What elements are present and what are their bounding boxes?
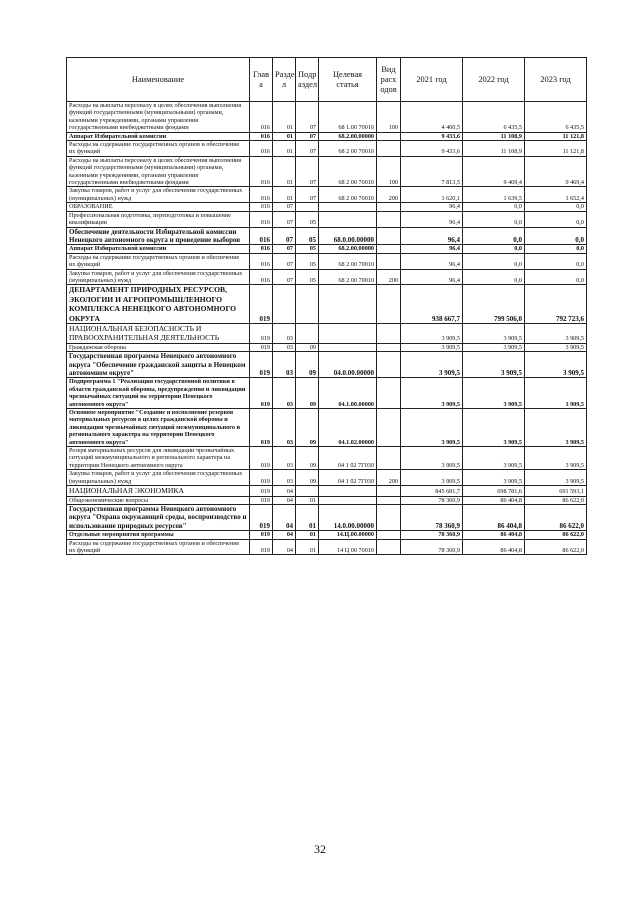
row-2022: 86 404,8 xyxy=(463,539,525,555)
row-2023: 0,0 xyxy=(525,227,587,245)
row-2022: 3 909,5 xyxy=(463,323,525,343)
row-2023: 0,0 xyxy=(525,253,587,269)
row-name: Резерв материальных ресурсов для ликвидации чрезвычайных ситуаций межмуниципального и регионального характера на территории Ненецкого автономного округа xyxy=(67,447,250,470)
row-podrazdel xyxy=(296,285,319,324)
row-glava: 016 xyxy=(250,227,273,245)
row-expense-type xyxy=(377,409,401,447)
row-2023: 9 469,4 xyxy=(525,156,587,187)
row-name: Государственная программа Ненецкого автономного округа "Охрана окружающей среды, воспроизводство и использование природных ресурсов" xyxy=(67,504,250,530)
row-2023: 1 652,4 xyxy=(525,187,587,203)
table-row xyxy=(67,531,587,539)
row-glava: 019 xyxy=(250,470,273,486)
row-2022: 1 639,5 xyxy=(463,187,525,203)
table-row xyxy=(67,253,587,269)
row-name: Расходы на содержание государственных органов и обеспечение их функций xyxy=(67,539,250,555)
row-2021: 96,4 xyxy=(401,253,463,269)
row-podrazdel xyxy=(296,203,319,211)
row-2022: 3 909,5 xyxy=(463,409,525,447)
row-target-article: 68.2.00.00000 xyxy=(319,132,377,140)
row-name: Общеэкономические вопросы xyxy=(67,496,250,504)
header-2023: 2023 год xyxy=(525,58,587,102)
row-2023: 0,0 xyxy=(525,245,587,253)
row-podrazdel: 05 xyxy=(296,253,319,269)
row-target-article: 04.1.02.00000 xyxy=(319,409,377,447)
row-name: Отдельные мероприятия программы xyxy=(67,531,250,539)
row-2021: 3 909,5 xyxy=(401,470,463,486)
table-row xyxy=(67,102,587,133)
row-2022: 6 435,5 xyxy=(463,102,525,133)
row-razdel: 01 xyxy=(273,141,296,157)
row-glava: 019 xyxy=(250,323,273,343)
row-2023: 86 622,0 xyxy=(525,496,587,504)
row-razdel: 01 xyxy=(273,132,296,140)
row-2021: 4 460,5 xyxy=(401,102,463,133)
table-row xyxy=(67,343,587,351)
row-expense-type: 200 xyxy=(377,187,401,203)
row-expense-type xyxy=(377,245,401,253)
row-target-article: 68 2 00 70010 xyxy=(319,156,377,187)
row-name: Закупка товаров, работ и услуг для обеспечения государственных (муниципальных) нужд xyxy=(67,470,250,486)
row-name: Аппарат Избирательной комиссии xyxy=(67,245,250,253)
row-expense-type xyxy=(377,378,401,409)
table-row xyxy=(67,187,587,203)
row-2023: 792 723,6 xyxy=(525,285,587,324)
row-2022: 799 506,0 xyxy=(463,285,525,324)
table-row xyxy=(67,470,587,486)
row-glava: 019 xyxy=(250,409,273,447)
row-name: Государственная программа Ненецкого автономного округа "Обеспечение гражданской защиты в Ненецком автономном округе" xyxy=(67,352,250,378)
row-name: Аппарат Избирательной комиссии xyxy=(67,132,250,140)
row-podrazdel: 05 xyxy=(296,227,319,245)
row-expense-type: 100 xyxy=(377,156,401,187)
row-name: Гражданская оборона xyxy=(67,343,250,351)
row-podrazdel: 07 xyxy=(296,156,319,187)
row-name: НАЦИОНАЛЬНАЯ БЕЗОПАСНОСТЬ И ПРАВООХРАНИТЕЛЬНАЯ ДЕЯТЕЛЬНОСТЬ xyxy=(67,323,250,343)
row-target-article: 04 1 02 7Г030 xyxy=(319,447,377,470)
row-2022: 698 781,6 xyxy=(463,486,525,496)
row-expense-type xyxy=(377,253,401,269)
table-row xyxy=(67,245,587,253)
row-expense-type xyxy=(377,211,401,227)
row-2021: 845 681,7 xyxy=(401,486,463,496)
row-glava: 019 xyxy=(250,378,273,409)
page-number: 32 xyxy=(314,842,326,856)
row-razdel: 03 xyxy=(273,447,296,470)
row-expense-type xyxy=(377,539,401,555)
row-podrazdel: 09 xyxy=(296,447,319,470)
row-expense-type xyxy=(377,447,401,470)
row-razdel: 04 xyxy=(273,539,296,555)
row-name: Подпрограмма 1 "Реализация государственной политики в области гражданской обороны, предупреждения и ликвидации чрезвычайных ситуаций на территории Ненецкого автономного округа" xyxy=(67,378,250,409)
row-name: Расходы на содержание государственных органов и обеспечение их функций xyxy=(67,253,250,269)
row-name: Профессиональная подготовка, переподготовка и повышение квалификации xyxy=(67,211,250,227)
row-2022: 3 909,5 xyxy=(463,343,525,351)
row-2023: 3 909,5 xyxy=(525,378,587,409)
row-target-article xyxy=(319,486,377,496)
row-2022: 9 469,4 xyxy=(463,156,525,187)
row-expense-type: 100 xyxy=(377,102,401,133)
row-2022: 11 108,9 xyxy=(463,141,525,157)
row-razdel: 04 xyxy=(273,504,296,530)
row-razdel: 04 xyxy=(273,531,296,539)
row-2021: 3 909,5 xyxy=(401,378,463,409)
row-2021: 78 360,9 xyxy=(401,539,463,555)
row-podrazdel: 09 xyxy=(296,352,319,378)
table-row xyxy=(67,378,587,409)
row-glava: 019 xyxy=(250,343,273,351)
row-glava: 016 xyxy=(250,132,273,140)
row-expense-type xyxy=(377,227,401,245)
row-target-article: 68 2 00 70010 xyxy=(319,253,377,269)
row-expense-type xyxy=(377,504,401,530)
row-2021: 96,4 xyxy=(401,269,463,285)
table-row xyxy=(67,352,587,378)
row-2023: 691 593,1 xyxy=(525,486,587,496)
row-podrazdel: 07 xyxy=(296,141,319,157)
row-2021: 3 909,5 xyxy=(401,352,463,378)
row-expense-type xyxy=(377,141,401,157)
row-target-article xyxy=(319,343,377,351)
row-podrazdel: 07 xyxy=(296,187,319,203)
row-razdel: 07 xyxy=(273,269,296,285)
row-target-article: 68 2 00 70010 xyxy=(319,141,377,157)
row-target-article: 68.2.00.00000 xyxy=(319,245,377,253)
row-podrazdel: 07 xyxy=(296,102,319,133)
row-target-article: 68 1.00 70010 xyxy=(319,102,377,133)
row-2023: 11 121,8 xyxy=(525,141,587,157)
table-row xyxy=(67,409,587,447)
table-row xyxy=(67,132,587,140)
table-row xyxy=(67,447,587,470)
header-target-article: Целевая статья xyxy=(319,58,377,102)
row-expense-type xyxy=(377,531,401,539)
header-podrazdel: Подр аздел xyxy=(296,58,319,102)
row-razdel: 03 xyxy=(273,343,296,351)
row-glava: 016 xyxy=(250,269,273,285)
row-2021: 78 360,9 xyxy=(401,531,463,539)
header-expense-type: Вид расх одов xyxy=(377,58,401,102)
row-name: Основное мероприятие "Создание и восполнение резервов материальных ресурсов в целях гражданской обороны и ликвидации чрезвычайных ситуаций межмуниципального и регионального характера на территории Ненецкого автономного округа" xyxy=(67,409,250,447)
row-2023: 3 909,5 xyxy=(525,470,587,486)
table-row xyxy=(67,141,587,157)
row-target-article: 04 1 02 7Г030 xyxy=(319,470,377,486)
row-2023: 11 121,8 xyxy=(525,132,587,140)
row-name: ДЕПАРТАМЕНТ ПРИРОДНЫХ РЕСУРСОВ, ЭКОЛОГИИ И АГРОПРОМЫШЛЕННОГО КОМПЛЕКСА НЕНЕЦКОГО АВТОНОМНОГО ОКРУГА xyxy=(67,285,250,324)
row-podrazdel xyxy=(296,323,319,343)
row-target-article xyxy=(319,496,377,504)
row-razdel: 03 xyxy=(273,378,296,409)
row-name: Обеспечение деятельности Избирательной комиссии Ненецкого автономного округа и проведение выборов xyxy=(67,227,250,245)
row-glava: 019 xyxy=(250,352,273,378)
row-glava: 019 xyxy=(250,285,273,324)
row-glava: 016 xyxy=(250,253,273,269)
table-header-row xyxy=(67,58,587,102)
budget-table xyxy=(66,57,587,555)
row-expense-type xyxy=(377,343,401,351)
row-razdel: 03 xyxy=(273,352,296,378)
row-2021: 3 909,5 xyxy=(401,409,463,447)
header-2021: 2021 год xyxy=(401,58,463,102)
row-podrazdel: 01 xyxy=(296,539,319,555)
row-2021: 3 909,5 xyxy=(401,323,463,343)
row-glava: 019 xyxy=(250,496,273,504)
row-2021: 96,4 xyxy=(401,245,463,253)
table-row xyxy=(67,203,587,211)
table-row xyxy=(67,211,587,227)
row-razdel: 07 xyxy=(273,211,296,227)
row-2023: 3 909,5 xyxy=(525,343,587,351)
row-podrazdel: 09 xyxy=(296,409,319,447)
row-2022: 0,0 xyxy=(463,227,525,245)
row-podrazdel: 05 xyxy=(296,269,319,285)
row-razdel: 07 xyxy=(273,245,296,253)
table-row xyxy=(67,227,587,245)
header-glava: Глав а xyxy=(250,58,273,102)
row-target-article: 68 2 00 70010 xyxy=(319,269,377,285)
row-2023: 0,0 xyxy=(525,211,587,227)
row-2022: 86 404,8 xyxy=(463,531,525,539)
row-target-article xyxy=(319,211,377,227)
row-2023: 86 622,0 xyxy=(525,531,587,539)
row-glava: 016 xyxy=(250,211,273,227)
row-expense-type xyxy=(377,486,401,496)
row-name: Расходы на содержание государственных органов и обеспечение их функций xyxy=(67,141,250,157)
row-2022: 11 108,9 xyxy=(463,132,525,140)
row-2023: 86 622,0 xyxy=(525,504,587,530)
row-glava: 019 xyxy=(250,531,273,539)
table-row xyxy=(67,156,587,187)
row-2022: 3 909,5 xyxy=(463,470,525,486)
row-name: Закупка товаров, работ и услуг для обеспечения государственных (муниципальных) нужд xyxy=(67,269,250,285)
row-razdel xyxy=(273,285,296,324)
row-2022: 86 404,8 xyxy=(463,504,525,530)
row-2021: 1 620,1 xyxy=(401,187,463,203)
row-target-article: 04.0.00.00000 xyxy=(319,352,377,378)
row-2021: 3 909,5 xyxy=(401,447,463,470)
row-expense-type: 200 xyxy=(377,470,401,486)
table-row xyxy=(67,285,587,324)
row-podrazdel: 07 xyxy=(296,132,319,140)
row-2023: 3 909,5 xyxy=(525,352,587,378)
row-expense-type xyxy=(377,496,401,504)
row-razdel: 03 xyxy=(273,470,296,486)
row-expense-type: 200 xyxy=(377,269,401,285)
row-glava: 016 xyxy=(250,187,273,203)
row-razdel: 07 xyxy=(273,203,296,211)
row-2021: 78 360,9 xyxy=(401,504,463,530)
row-2021: 9 433,6 xyxy=(401,141,463,157)
row-2022: 0,0 xyxy=(463,245,525,253)
row-2021: 7 813,5 xyxy=(401,156,463,187)
row-expense-type xyxy=(377,323,401,343)
table-row xyxy=(67,486,587,496)
row-2022: 0,0 xyxy=(463,211,525,227)
row-name: Расходы на выплаты персоналу в целях обеспечения выполнения функций государственными (муниципальными) органами, казенными учреждениями, органами управления государственными внебюджетными фондами xyxy=(67,156,250,187)
row-glava: 016 xyxy=(250,156,273,187)
row-razdel: 01 xyxy=(273,102,296,133)
header-name: Наименование xyxy=(67,58,250,102)
row-2023: 3 909,5 xyxy=(525,323,587,343)
row-2021: 9 433,6 xyxy=(401,132,463,140)
row-razdel: 03 xyxy=(273,409,296,447)
row-razdel: 01 xyxy=(273,156,296,187)
row-2021: 96,4 xyxy=(401,227,463,245)
budget-page xyxy=(66,57,586,555)
row-name: Расходы на выплаты персоналу в целях обеспечения выполнения функций государственными (муниципальными) органами, казенными учреждениями, органами управления государственными внебюджетными фондами xyxy=(67,102,250,133)
row-target-article xyxy=(319,323,377,343)
row-podrazdel: 05 xyxy=(296,211,319,227)
row-expense-type xyxy=(377,352,401,378)
row-glava: 016 xyxy=(250,203,273,211)
row-2022: 3 909,5 xyxy=(463,352,525,378)
row-2023: 6 435,5 xyxy=(525,102,587,133)
row-2021: 3 909,5 xyxy=(401,343,463,351)
table-row xyxy=(67,323,587,343)
row-name: НАЦИОНАЛЬНАЯ ЭКОНОМИКА xyxy=(67,486,250,496)
row-podrazdel: 01 xyxy=(296,504,319,530)
row-glava: 016 xyxy=(250,102,273,133)
row-podrazdel: 09 xyxy=(296,343,319,351)
row-razdel: 01 xyxy=(273,187,296,203)
row-expense-type xyxy=(377,132,401,140)
row-2021: 78 360,9 xyxy=(401,496,463,504)
table-row xyxy=(67,539,587,555)
row-podrazdel xyxy=(296,486,319,496)
row-razdel: 03 xyxy=(273,323,296,343)
header-2022: 2022 год xyxy=(463,58,525,102)
row-glava: 019 xyxy=(250,504,273,530)
row-name: ОБРАЗОВАНИЕ xyxy=(67,203,250,211)
row-glava: 019 xyxy=(250,539,273,555)
row-podrazdel: 09 xyxy=(296,470,319,486)
table-row xyxy=(67,504,587,530)
row-glava: 016 xyxy=(250,245,273,253)
row-2023: 3 909,5 xyxy=(525,409,587,447)
row-2023: 86 622,0 xyxy=(525,539,587,555)
row-razdel: 04 xyxy=(273,486,296,496)
row-target-article xyxy=(319,203,377,211)
row-razdel: 04 xyxy=(273,496,296,504)
row-target-article: 68.0.00.00000 xyxy=(319,227,377,245)
table-row xyxy=(67,269,587,285)
row-2022: 0,0 xyxy=(463,253,525,269)
row-glava: 016 xyxy=(250,141,273,157)
row-expense-type xyxy=(377,285,401,324)
row-2022: 3 909,5 xyxy=(463,378,525,409)
row-2021: 96,4 xyxy=(401,203,463,211)
row-podrazdel: 01 xyxy=(296,531,319,539)
row-target-article: 14.Ц.00.00000 xyxy=(319,531,377,539)
row-target-article: 14 Ц 00 70010 xyxy=(319,539,377,555)
row-podrazdel: 09 xyxy=(296,378,319,409)
row-2021: 938 667,7 xyxy=(401,285,463,324)
row-razdel: 07 xyxy=(273,253,296,269)
row-2021: 96,4 xyxy=(401,211,463,227)
row-target-article: 04.1.00.00000 xyxy=(319,378,377,409)
row-2023: 0,0 xyxy=(525,269,587,285)
row-glava: 019 xyxy=(250,486,273,496)
table-row xyxy=(67,496,587,504)
row-2022: 0,0 xyxy=(463,269,525,285)
row-2023: 3 909,5 xyxy=(525,447,587,470)
row-target-article: 68 2 00 70010 xyxy=(319,187,377,203)
row-target-article xyxy=(319,285,377,324)
row-2022: 3 909,5 xyxy=(463,447,525,470)
row-glava: 019 xyxy=(250,447,273,470)
table-body xyxy=(67,102,587,555)
row-2022: 86 404,8 xyxy=(463,496,525,504)
row-name: Закупка товаров, работ и услуг для обеспечения государственных (муниципальных) нужд xyxy=(67,187,250,203)
row-podrazdel: 05 xyxy=(296,245,319,253)
row-2023: 0,0 xyxy=(525,203,587,211)
row-2022: 0,0 xyxy=(463,203,525,211)
row-target-article: 14.0.00.00000 xyxy=(319,504,377,530)
row-expense-type xyxy=(377,203,401,211)
row-podrazdel: 01 xyxy=(296,496,319,504)
row-razdel: 07 xyxy=(273,227,296,245)
header-razdel: Разде л xyxy=(273,58,296,102)
